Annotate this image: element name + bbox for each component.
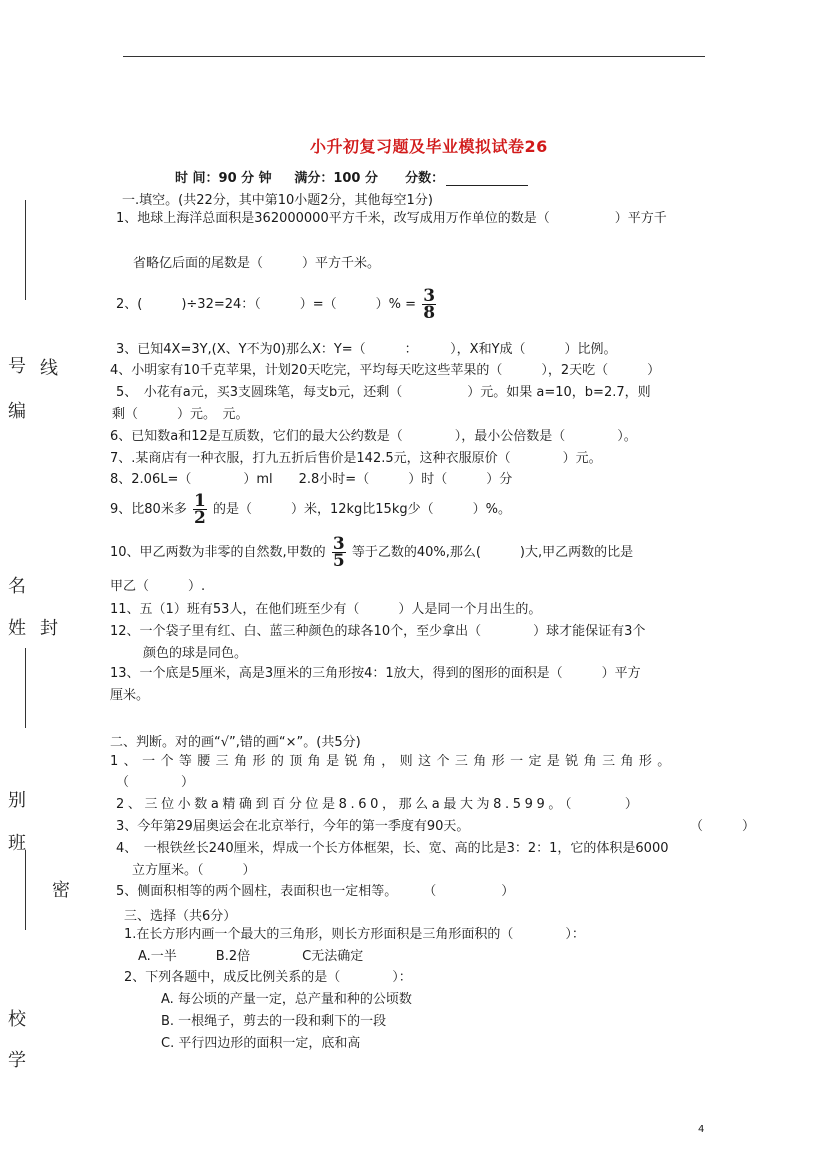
- question-13-line1: 13、一个底是5厘米，高是3厘米的三角形按4：1放大，得到的图形的面积是（ ）平方: [110, 666, 641, 681]
- judge-4-line2: 立方厘米。（ ）: [132, 863, 256, 878]
- margin-char-mi: 密: [52, 880, 70, 901]
- binding-line-middle: [25, 648, 26, 728]
- margin-char-bie: 别: [8, 790, 26, 811]
- judge-4-line1: 4、 一根铁丝长240厘米，焊成一个长方体框架，长、宽、高的比是3：2：1，它的体积是6000: [116, 841, 669, 856]
- choice-2-option-b: B. 一根绳子，剪去的一段和剩下的一段: [161, 1014, 387, 1029]
- margin-char-bian: 编: [8, 401, 26, 422]
- judge-2: 2、三位小数a精确到百分位是8.60，那么a最大为8.599。（ ）: [116, 797, 642, 812]
- section2-header: 二、判断。对的画“√”,错的画“×”。(共5分): [110, 735, 361, 750]
- question-12-line2: 颜色的球是同色。: [143, 646, 248, 661]
- full-score-label: 满分：100 分: [294, 171, 378, 186]
- question-7: 7、.某商店有一种衣服，打九五折后售价是142.5元，这种衣服原价（ ）元。: [110, 451, 602, 466]
- score-blank[interactable]: [446, 172, 528, 186]
- choice-1-options: A.一半 B.2倍 C无法确定: [138, 949, 364, 964]
- margin-char-ming: 名: [8, 576, 26, 597]
- question-10-text-b: 等于乙数的40%,那么( )大,甲乙两数的比是: [351, 545, 634, 560]
- question-6: 6、已知数a和12是互质数，它们的最大公约数是（ ），最小公倍数是（ ）。: [110, 429, 637, 444]
- question-4: 4、小明家有10千克苹果，计划20天吃完，平均每天吃这些苹果的（ ），2天吃（ ）: [110, 363, 661, 378]
- fraction-1-2: [193, 493, 207, 526]
- choice-1: 1.在长方形内画一个最大的三角形，则长方形面积是三角形面积的（ ）：: [124, 927, 585, 942]
- question-9-text-b: 的是（ ）米，12kg比15kg少（ ）%。: [212, 502, 511, 517]
- margin-char-feng: 封: [40, 618, 58, 639]
- header-rule: [123, 56, 705, 57]
- fraction-numerator: 3: [423, 286, 436, 306]
- fraction-numerator: 1: [193, 491, 206, 511]
- section1-header: 一.填空。(共22分，其中第10小题2分，其他每空1分): [122, 193, 433, 208]
- exam-meta: [175, 167, 528, 186]
- binding-line-top: [25, 200, 26, 300]
- page-number: 4: [698, 1124, 705, 1135]
- question-12-line1: 12、一个袋子里有红、白、蓝三种颜色的球各10个，至少拿出（ ）球才能保证有3个: [110, 624, 646, 639]
- choice-2: 2、下列各题中，成反比例关系的是（ ）：: [124, 970, 412, 985]
- question-8: 8、2.06L=（ ）ml 2.8小时=（ ）时（ ）分: [110, 472, 513, 487]
- question-1-line1: 1、地球上海洋总面积是362000000平方千米，改写成用万作单位的数是（ ）平方千: [116, 211, 667, 226]
- fraction-denominator: 8: [423, 303, 436, 323]
- question-13-line2: 厘米。: [110, 688, 150, 703]
- fraction-numerator: 3: [332, 534, 345, 554]
- margin-char-xue: 学: [8, 1050, 26, 1071]
- choice-2-option-a: A. 每公顷的产量一定，总产量和种的公顷数: [161, 992, 412, 1007]
- fraction-3-8: [422, 288, 436, 321]
- judge-3-paren: （ ）: [690, 819, 756, 834]
- question-1-line2: 省略亿后面的尾数是（ ）平方千米。: [133, 256, 381, 271]
- judge-1-line1: 1、一个等腰三角形的顶角是锐角，则这个三角形一定是锐角三角形。: [110, 754, 676, 769]
- question-5-line2: 剩（ ）元。 元。: [112, 407, 249, 422]
- fraction-3-5: [332, 536, 346, 569]
- binding-line-lower: [25, 850, 26, 930]
- margin-char-ban: 班: [8, 833, 26, 854]
- question-9-text-a: 9、比80米多: [110, 502, 187, 517]
- judge-5: 5、侧面积相等的两个圆柱，表面积也一定相等。 （ ）: [116, 884, 515, 899]
- section3-header: 三、选择（共6分）: [124, 909, 237, 924]
- question-3: 3、已知4X=3Y,(X、Y不为0)那么X：Y=（ ： ），X和Y成（ ）比例。: [116, 342, 617, 357]
- question-2-text: 2、( )÷32=24：（ ）=（ ）% =: [116, 297, 417, 312]
- question-10-text-a: 10、甲乙两数为非零的自然数,甲数的: [110, 545, 326, 560]
- margin-char-xing: 姓: [8, 618, 26, 639]
- question-10-line2: 甲乙（ ）.: [110, 579, 206, 594]
- fraction-denominator: 2: [193, 508, 206, 528]
- margin-char-xian: 线: [40, 358, 58, 379]
- question-5-line1: 5、 小花有a元，买3支圆珠笔，每支b元，还剩（ ）元。如果 a=10，b=2.7，则: [116, 385, 651, 400]
- question-9: [110, 493, 511, 526]
- judge-1-line2: （ ）: [116, 775, 195, 790]
- question-2: [116, 288, 438, 321]
- margin-char-hao: 号: [8, 356, 26, 377]
- page-title: 小升初复习题及毕业模拟试卷26: [310, 137, 548, 156]
- choice-2-option-c: C. 平行四边形的面积一定，底和高: [161, 1036, 361, 1051]
- time-label: 时 间：90 分 钟: [175, 171, 272, 186]
- fraction-denominator: 5: [332, 551, 345, 571]
- judge-3: 3、今年第29届奥运会在北京举行，今年的第一季度有90天。: [116, 819, 470, 834]
- margin-char-xiao: 校: [8, 1009, 26, 1030]
- question-11: 11、五（1）班有53人，在他们班至少有（ ）人是同一个月出生的。: [110, 602, 542, 617]
- score-label: 分数：: [405, 171, 445, 186]
- question-10: [110, 536, 633, 569]
